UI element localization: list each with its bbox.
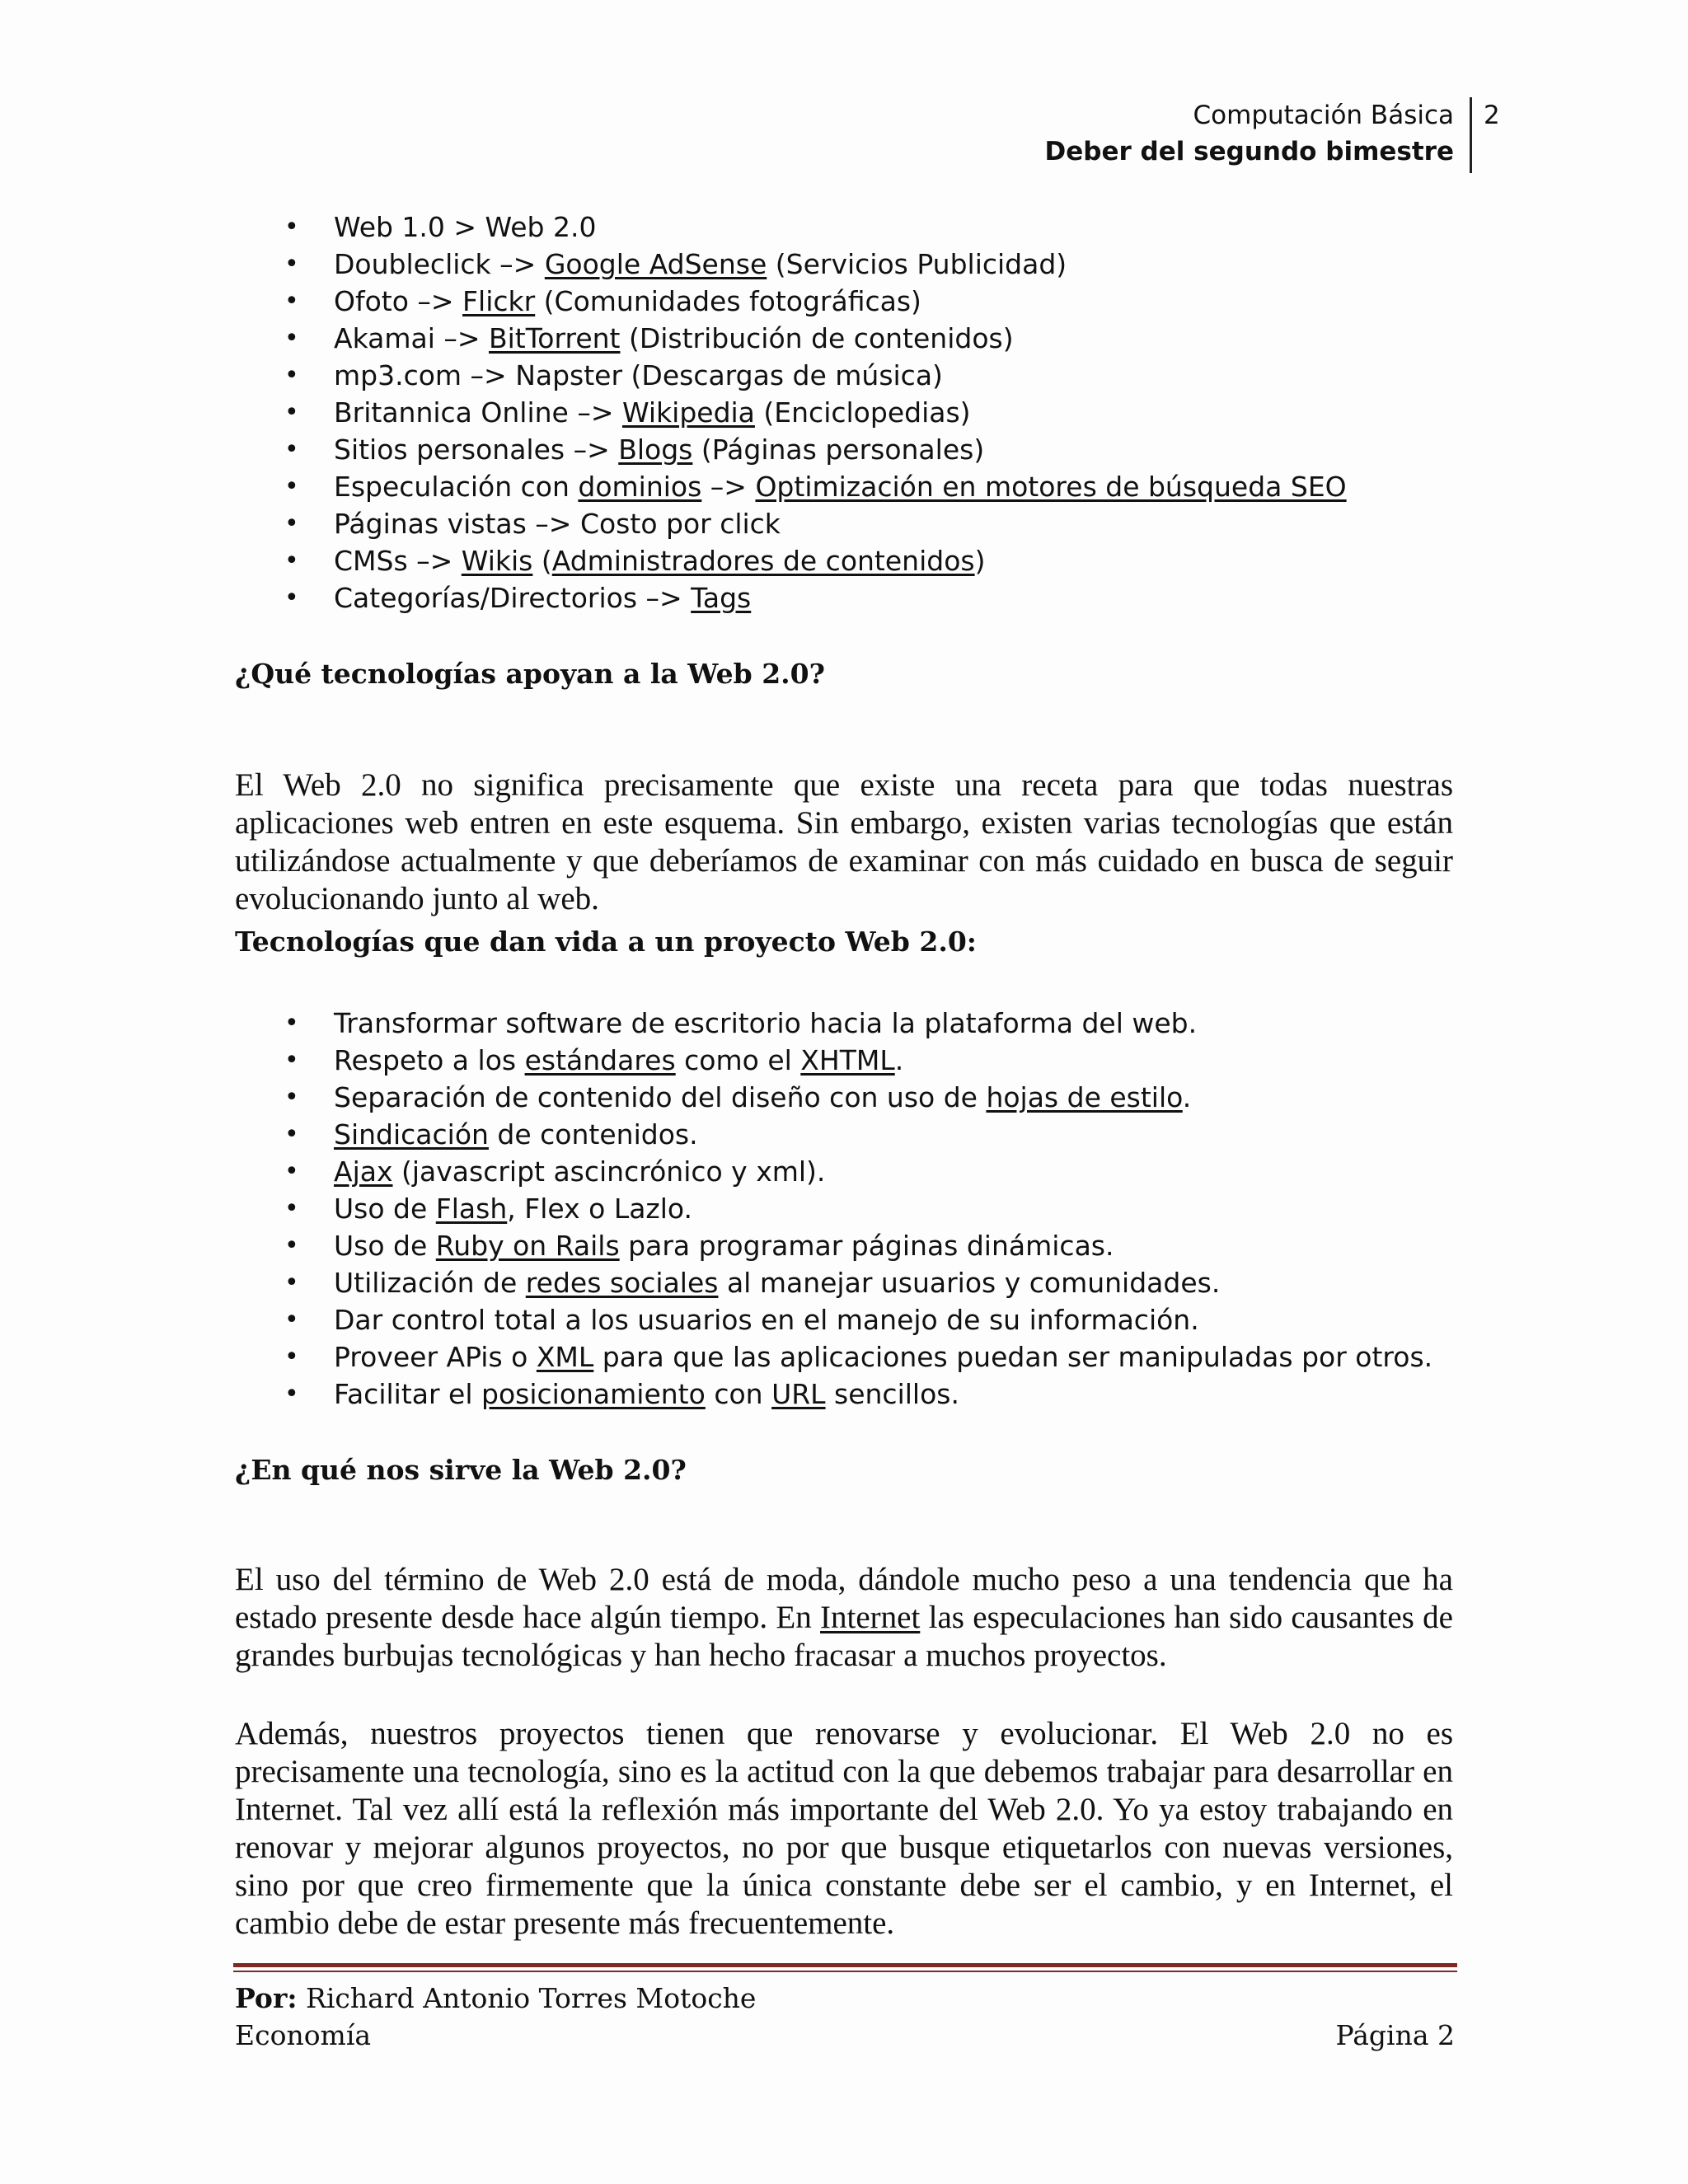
text-run: Sitios personales –> [334, 434, 619, 466]
header-divider [1470, 97, 1472, 173]
text-run: de contenidos. [488, 1118, 698, 1151]
bullet-icon: • [284, 435, 299, 464]
hyperlink-text[interactable]: XML [536, 1341, 594, 1373]
header-page-number: 2 [1484, 101, 1500, 130]
list-item [0, 1116, 1432, 1153]
text-run: CMSs –> [334, 545, 462, 577]
header-text [1045, 97, 1455, 170]
text-run: ( [532, 545, 552, 577]
hyperlink-text[interactable]: Flickr [462, 285, 536, 317]
text-run: (Servicios Publicidad) [767, 248, 1067, 280]
text-run: Facilitar el [334, 1378, 482, 1410]
bullet-icon: • [284, 1009, 299, 1038]
bullet-icon: • [284, 1305, 299, 1334]
bullet-icon: • [284, 1231, 299, 1260]
footer-author-name: Richard Antonio Torres Motoche [297, 1982, 757, 2014]
text-run: (javascript ascincrónico y xml). [392, 1155, 826, 1188]
bullet-icon: • [284, 250, 299, 279]
list-item [0, 1079, 1432, 1116]
list-item [0, 1042, 1432, 1079]
page-footer [235, 1980, 1455, 2054]
text-run: Britannica Online –> [334, 396, 622, 429]
bullet-icon: • [284, 398, 299, 427]
text-run: con [705, 1378, 772, 1410]
hyperlink-text[interactable]: Optimización en motores de búsqueda SEO [755, 471, 1347, 503]
hyperlink-text[interactable]: BitTorrent [489, 322, 621, 354]
list-item [0, 1301, 1432, 1338]
text-run: (Enciclopedias) [754, 396, 971, 429]
bullet-icon: • [284, 1343, 299, 1371]
bullet-icon: • [284, 1380, 299, 1408]
bullet-icon: • [284, 472, 299, 501]
list-item [0, 1005, 1432, 1042]
text-run: Proveer APis o [334, 1341, 537, 1373]
text-run: –> [701, 471, 756, 503]
text-run: Separación de contenido del diseño con uso de [334, 1081, 987, 1113]
text-run: (Páginas personales) [692, 434, 985, 466]
header-course: Computación Básica [1193, 101, 1454, 130]
list-item [0, 1190, 1432, 1227]
footer-department-line [235, 2017, 1455, 2054]
bullet-icon: • [284, 509, 299, 538]
bullet-icon: • [284, 324, 299, 353]
text-run: , Flex o Lazlo. [507, 1193, 693, 1225]
text-run: Utilización de [334, 1267, 526, 1299]
list-item [0, 1227, 1432, 1264]
text-run: Páginas vistas –> Costo por click [334, 508, 781, 540]
hyperlink-text[interactable]: URL [771, 1378, 826, 1410]
bullet-icon: • [284, 213, 299, 241]
text-run: Categorías/Directorios –> [334, 582, 692, 614]
header-subtitle: Deber del segundo bimestre [1044, 137, 1454, 166]
bullet-icon: • [284, 546, 299, 575]
hyperlink-text[interactable]: Wikipedia [621, 396, 755, 429]
list-item [0, 209, 1347, 246]
hyperlink-text[interactable]: Wikis [461, 545, 533, 577]
list-item [0, 542, 1347, 579]
text-run: para programar páginas dinámicas. [619, 1230, 1114, 1262]
hyperlink-text[interactable]: Flash [435, 1193, 508, 1225]
hyperlink-text[interactable]: Tags [691, 582, 752, 614]
text-run: las especulaciones han sido causantes de grandes burbujas tecnológicas y han hecho fracasar a muchos proyectos. [235, 1600, 1453, 1673]
paragraph-web2-trend [235, 1561, 1453, 1675]
text-run: al manejar usuarios y comunidades. [718, 1267, 1221, 1299]
hyperlink-text[interactable]: Administradores de contenidos [551, 545, 975, 577]
list-item [0, 1264, 1432, 1301]
list-item [0, 1376, 1432, 1413]
bullet-icon: • [284, 361, 299, 390]
text-run: mp3.com –> Napster (Descargas de música) [334, 359, 943, 391]
text-run: Doubleclick –> [334, 248, 545, 280]
text-run: Especulación con [334, 471, 579, 503]
text-run: sencillos. [825, 1378, 959, 1410]
text-run: Uso de [334, 1193, 436, 1225]
bullet-icon: • [284, 1046, 299, 1075]
text-run: Dar control total a los usuarios en el manejo de su información. [334, 1304, 1199, 1336]
text-run: (Comunidades fotográficas) [535, 285, 921, 317]
bullet-icon: • [284, 1268, 299, 1297]
hyperlink-text[interactable]: redes sociales [525, 1267, 719, 1299]
text-run: para que las aplicaciones puedan ser manipuladas por otros. [593, 1341, 1433, 1373]
list-item [0, 431, 1347, 468]
text-run: Transformar software de escritorio hacia la plataforma del web. [334, 1007, 1198, 1039]
bullet-icon: • [284, 1120, 299, 1149]
text-run: Akamai –> [334, 322, 489, 354]
text-run: . [894, 1044, 904, 1076]
hyperlink-text[interactable]: Internet [820, 1600, 921, 1635]
hyperlink-text[interactable]: Sindicación [334, 1118, 489, 1151]
text-run: Respeto a los [334, 1044, 525, 1076]
list-item [0, 320, 1347, 357]
heading-usefulness-question: ¿En qué nos sirve la Web 2.0? [235, 1454, 687, 1486]
list-item [0, 1153, 1432, 1190]
text-run: Web 1.0 > Web 2.0 [334, 211, 597, 243]
text-run: Uso de [334, 1230, 436, 1262]
list-item [0, 357, 1347, 394]
paragraph-web2-recipe: El Web 2.0 no significa precisamente que existe una receta para que todas nuestras aplicaciones web entren en este esquema. Sin embargo, existen varias tecnologías que están utilizándose actualmente y que deberíamos de examinar con más cuidado en busca de seguir evolucionando junto al web. [235, 767, 1453, 916]
list-item [0, 246, 1347, 283]
bullet-icon: • [284, 1083, 299, 1112]
list-item [0, 394, 1347, 431]
footer-author-label: Por: [235, 1982, 298, 2014]
text-run: ) [974, 545, 986, 577]
list-item [0, 468, 1347, 505]
hyperlink-text[interactable]: Google AdSense [544, 248, 767, 280]
text-run: (Distribución de contenidos) [620, 322, 1014, 354]
bullet-icon: • [284, 287, 299, 316]
list-item [0, 579, 1347, 616]
hyperlink-text[interactable]: hojas de estilo [986, 1081, 1183, 1113]
footer-rule-thick [233, 1963, 1457, 1967]
hyperlink-text[interactable]: XHTML [800, 1044, 895, 1076]
hyperlink-text[interactable]: estándares [524, 1044, 676, 1076]
footer-rule-thin [233, 1971, 1457, 1972]
heading-technologies-list: Tecnologías que dan vida a un proyecto Web 2.0: [235, 926, 977, 958]
page-header [0, 97, 1688, 173]
text-run: . [1182, 1081, 1192, 1113]
hyperlink-text[interactable]: Ruby on Rails [435, 1230, 620, 1262]
footer-page-label: Página 2 [1335, 2019, 1455, 2051]
list-item [0, 1338, 1432, 1376]
text-run: como el [675, 1044, 801, 1076]
list-item [0, 505, 1347, 542]
heading-technologies-question: ¿Qué tecnologías apoyan a la Web 2.0? [235, 658, 825, 690]
hyperlink-text[interactable]: dominios [578, 471, 702, 503]
hyperlink-text[interactable]: posicionamiento [481, 1378, 706, 1410]
bullet-icon: • [284, 583, 299, 612]
web1-vs-web2-list [0, 209, 1347, 616]
bullet-icon: • [284, 1194, 299, 1223]
hyperlink-text[interactable]: Ajax [334, 1155, 393, 1188]
technologies-list [0, 1005, 1432, 1413]
list-item [0, 283, 1347, 320]
text-run: El uso del término de Web 2.0 está de moda, dándole mucho peso a una tendencia que ha estado presente desde hace algún tiempo. En [235, 1562, 1453, 1635]
footer-author-line [235, 1980, 1455, 2017]
footer-department: Economía [235, 2019, 372, 2051]
paragraph-web2-attitude: Además, nuestros proyectos tienen que renovarse y evolucionar. El Web 2.0 no es precisamente una tecnología, sino es la actitud con la que debemos trabajar para desarrollar en Internet. Tal vez allí está la reflexión más importante del Web 2.0. Yo ya estoy trabajando en renovar y mejorar algunos proyectos, no por que busque etiquetarlos con nuevas versiones, sino por que creo firmemente que la única constante debe ser el cambio, y en Internet, el cambio debe de estar presente más frecuentemente. [235, 1716, 1453, 1941]
bullet-icon: • [284, 1157, 299, 1186]
text-run: Ofoto –> [334, 285, 463, 317]
hyperlink-text[interactable]: Blogs [618, 434, 693, 466]
